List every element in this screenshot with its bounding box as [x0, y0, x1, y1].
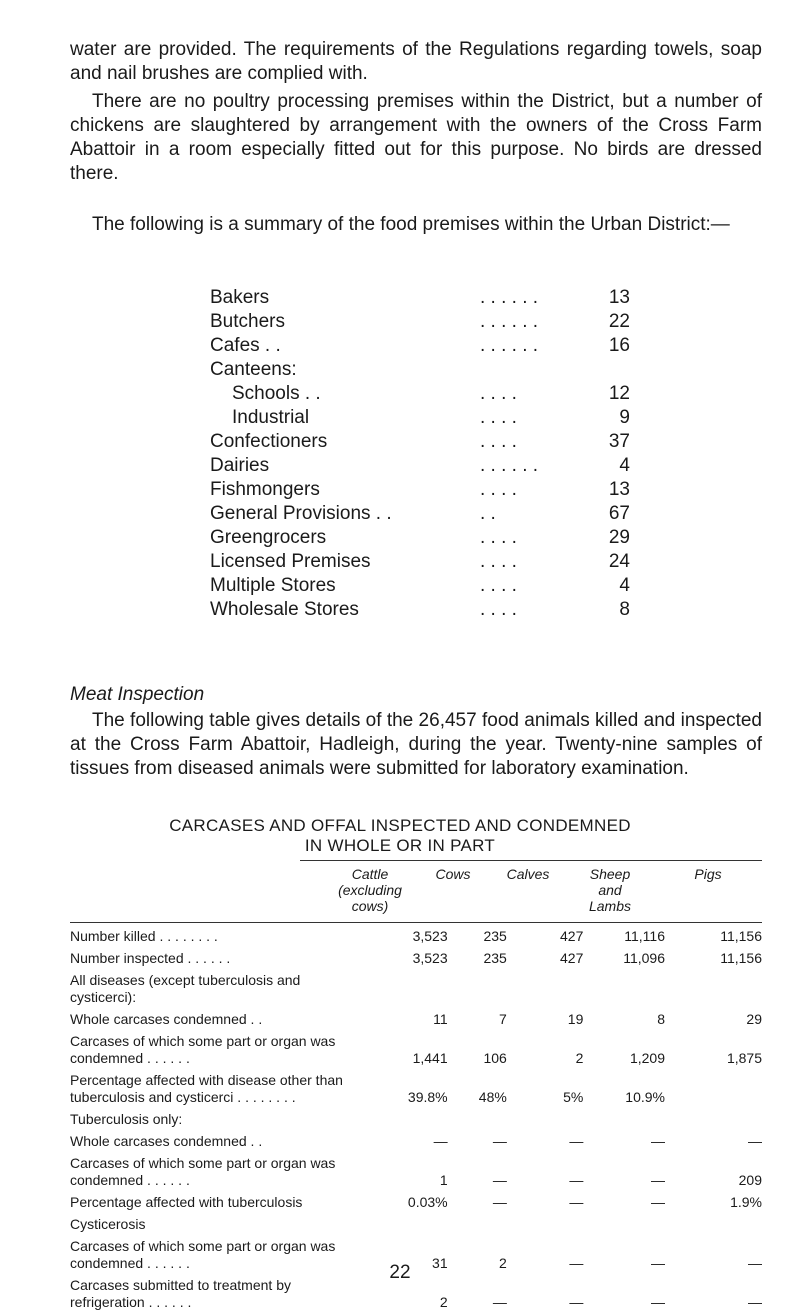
summary-label: Butchers — [210, 311, 285, 332]
row-value — [448, 1211, 507, 1233]
summary-label: Schools . . — [232, 383, 321, 404]
row-value: 11,096 — [623, 950, 665, 966]
row-label: Carcases of which some part or organ was condemned . . . . . . — [70, 1033, 336, 1066]
summary-leader-dots: . . . . — [480, 479, 517, 500]
summary-row — [210, 334, 630, 358]
summary-count: 12 — [608, 383, 630, 404]
row-value: — — [492, 1194, 507, 1210]
row-value — [448, 967, 507, 1006]
row-value: 3,523 — [412, 950, 448, 966]
row-value: — — [492, 1172, 507, 1188]
row-label: Percentage affected with disease other than tuberculosis and cysticerci . . . . . . . . — [70, 1072, 343, 1105]
summary-row — [210, 454, 630, 478]
summary-label: Cafes . . — [210, 335, 281, 356]
row-label: Number killed . . . . . . . . — [70, 928, 218, 944]
row-label: Carcases submitted to treatment by refrigeration . . . . . . — [70, 1277, 291, 1310]
column-header-line: and — [598, 882, 622, 898]
row-value: 235 — [483, 950, 507, 966]
table-row — [70, 945, 762, 967]
summary-label: Multiple Stores — [210, 575, 336, 596]
row-value: — — [569, 1255, 584, 1271]
summary-leader-dots: . . . . — [480, 527, 517, 548]
row-value — [448, 1106, 507, 1128]
row-value: 11 — [433, 1011, 448, 1027]
meat-inspection-paragraph: The following table gives details of the 26,457 food animals killed and inspected at the Cross Farm Abattoir, Hadleigh, during the year. Twenty-nine samples of tissues from diseased animals were submitted for laboratory examination. — [70, 710, 762, 779]
column-header — [560, 866, 660, 914]
summary-leader-dots: . . . . — [480, 599, 517, 620]
table-row — [70, 1211, 762, 1233]
row-value: — — [569, 1133, 584, 1149]
row-value: — — [492, 1133, 507, 1149]
row-value — [351, 1106, 448, 1128]
summary-count: 13 — [608, 479, 630, 500]
summary-row — [210, 286, 630, 310]
row-value: 2 — [575, 1050, 584, 1066]
summary-row — [210, 598, 630, 622]
summary-label: General Provisions . . — [210, 503, 392, 524]
row-value: — — [492, 1294, 507, 1310]
column-header-line: (excluding — [338, 882, 402, 898]
summary-count: 9 — [619, 407, 630, 428]
table-header-rule — [70, 922, 762, 923]
summary-row — [210, 526, 630, 550]
row-label: All diseases (except tuberculosis and cysticerci): — [70, 972, 301, 1005]
table-row — [70, 1028, 762, 1067]
table-row — [70, 1067, 762, 1106]
summary-count: 22 — [608, 311, 630, 332]
row-value: — — [651, 1194, 665, 1210]
premises-summary-list — [210, 286, 630, 622]
row-value — [351, 1211, 448, 1233]
intro-paragraph-1: water are provided. The requirements of the Regulations regarding towels, soap and nail brushes are complied with. — [70, 39, 762, 84]
row-value: 427 — [560, 928, 584, 944]
summary-label: Wholesale Stores — [210, 599, 359, 620]
row-value: 1,441 — [412, 1050, 448, 1066]
row-value: 31 — [432, 1255, 448, 1271]
row-value: — — [651, 1255, 665, 1271]
row-value — [507, 1211, 584, 1233]
row-value: 2 — [439, 1294, 448, 1310]
row-value — [583, 1106, 665, 1128]
row-value: 8 — [657, 1011, 665, 1027]
summary-row — [210, 430, 630, 454]
row-label: Tuberculosis only: — [70, 1111, 183, 1127]
column-header-line: Calves — [506, 866, 550, 882]
row-label: Number inspected . . . . . . — [70, 950, 231, 966]
row-value: — — [651, 1133, 665, 1149]
row-value — [583, 1211, 665, 1233]
summary-label: Greengrocers — [210, 527, 327, 548]
column-header — [658, 866, 758, 914]
row-value: — — [569, 1194, 584, 1210]
summary-label: Confectioners — [210, 431, 328, 452]
summary-label: Canteens: — [210, 359, 297, 380]
summary-count: 8 — [619, 599, 630, 620]
row-value: 19 — [567, 1011, 584, 1027]
intro-paragraph-3: The following is a summary of the food premises within the Urban District:— — [92, 214, 730, 235]
row-value: — — [569, 1294, 584, 1310]
row-value: — — [748, 1294, 762, 1310]
summary-row — [210, 310, 630, 334]
summary-leader-dots: . . . . — [480, 575, 517, 596]
column-header-line: Cows — [435, 866, 471, 882]
summary-leader-dots: . . — [480, 503, 496, 524]
row-value: 29 — [746, 1011, 762, 1027]
row-value — [665, 1067, 762, 1106]
summary-count: 29 — [608, 527, 630, 548]
summary-label: Fishmongers — [210, 479, 320, 500]
column-header-line: Cattle — [351, 866, 389, 882]
column-header-line — [658, 882, 758, 898]
row-value: — — [748, 1133, 762, 1149]
row-label: Whole carcases condemned . . — [70, 1011, 263, 1027]
row-value: 0.03% — [407, 1194, 448, 1210]
row-value: 235 — [483, 928, 507, 944]
row-value: 209 — [738, 1172, 762, 1188]
row-value: 11,116 — [624, 928, 665, 944]
row-value — [583, 967, 665, 1006]
row-label: Carcases of which some part or organ was condemned . . . . . . — [70, 1155, 336, 1188]
row-value — [665, 1106, 762, 1128]
row-value: — — [651, 1172, 665, 1188]
summary-row — [210, 550, 630, 574]
summary-leader-dots: . . . . — [480, 383, 517, 404]
summary-row — [210, 406, 630, 430]
row-value: 48% — [478, 1089, 507, 1105]
intro-paragraph-2: There are no poultry processing premises within the District, but a number of chickens are slaughtered by arrangement with the owners of the Cross Farm Abattoir in a room especially fitted out for this purpose. No birds are dressed there. — [70, 91, 762, 184]
summary-label: Industrial — [232, 407, 310, 428]
column-header-line: cows) — [351, 898, 389, 914]
row-value — [507, 1106, 584, 1128]
table-title-line-1: CARCASES AND OFFAL INSPECTED AND CONDEMNED — [169, 816, 631, 835]
row-label: Whole carcases condemned . . — [70, 1133, 263, 1149]
column-header-line — [658, 898, 758, 914]
summary-row — [210, 502, 630, 526]
summary-row — [210, 478, 630, 502]
row-value: 1,875 — [726, 1050, 762, 1066]
summary-row — [210, 574, 630, 598]
summary-leader-dots: . . . . — [480, 431, 517, 452]
row-value: 11,156 — [720, 928, 762, 944]
summary-count: 4 — [619, 575, 630, 596]
row-label: Percentage affected with tuberculosis — [70, 1194, 303, 1210]
row-value: 5% — [563, 1089, 584, 1105]
summary-leader-dots: . . . . . . — [480, 455, 539, 476]
row-value: 39.8% — [407, 1089, 448, 1105]
row-value: 7 — [499, 1011, 507, 1027]
row-value: — — [569, 1172, 584, 1188]
row-value — [665, 967, 762, 1006]
table-top-rule — [300, 860, 762, 861]
row-value: 11,156 — [720, 950, 762, 966]
row-value: 1.9% — [730, 1194, 762, 1210]
row-value — [665, 1211, 762, 1233]
row-value: 10.9% — [625, 1089, 665, 1105]
row-value: 427 — [560, 950, 584, 966]
summary-row — [210, 358, 630, 382]
summary-row — [210, 382, 630, 406]
summary-count: 13 — [608, 287, 630, 308]
summary-leader-dots: . . . . . . — [480, 335, 539, 356]
row-value: 1,209 — [629, 1050, 665, 1066]
summary-count: 67 — [608, 503, 630, 524]
summary-leader-dots: . . . . . . — [480, 287, 539, 308]
table-row — [70, 1128, 762, 1150]
row-label: Cysticerosis — [70, 1216, 146, 1232]
row-value: — — [433, 1133, 448, 1149]
column-header-line: Pigs — [694, 866, 722, 882]
row-value: 2 — [499, 1255, 507, 1271]
table-row — [70, 1189, 762, 1211]
row-value — [351, 967, 448, 1006]
summary-count: 16 — [608, 335, 630, 356]
row-value: 3,523 — [412, 928, 448, 944]
summary-label: Dairies — [210, 455, 270, 476]
meat-inspection-heading: Meat Inspection — [70, 684, 205, 705]
row-value: — — [651, 1294, 665, 1310]
summary-count: 24 — [608, 551, 630, 572]
row-value: — — [748, 1255, 762, 1271]
summary-count: 37 — [608, 431, 630, 452]
row-label: Carcases of which some part or organ was condemned . . . . . . — [70, 1238, 336, 1271]
summary-count: 4 — [619, 455, 630, 476]
column-header-line: Sheep — [589, 866, 631, 882]
row-value — [507, 967, 584, 1006]
page-number: 22 — [389, 1262, 411, 1283]
row-value: 106 — [483, 1050, 507, 1066]
summary-leader-dots: . . . . . . — [480, 311, 539, 332]
table-row — [70, 1106, 762, 1128]
table-row — [70, 1006, 762, 1028]
summary-leader-dots: . . . . — [480, 407, 517, 428]
column-header-line: Lambs — [588, 898, 632, 914]
summary-leader-dots: . . . . — [480, 551, 517, 572]
table-row — [70, 1150, 762, 1189]
summary-label: Licensed Premises — [210, 551, 371, 572]
table-row — [70, 967, 762, 1006]
row-value: 1 — [439, 1172, 448, 1188]
table-title-line-2: IN WHOLE OR IN PART — [304, 836, 496, 855]
carcase-inspection-table — [70, 928, 762, 1311]
summary-label: Bakers — [210, 287, 270, 308]
table-row — [70, 928, 762, 945]
